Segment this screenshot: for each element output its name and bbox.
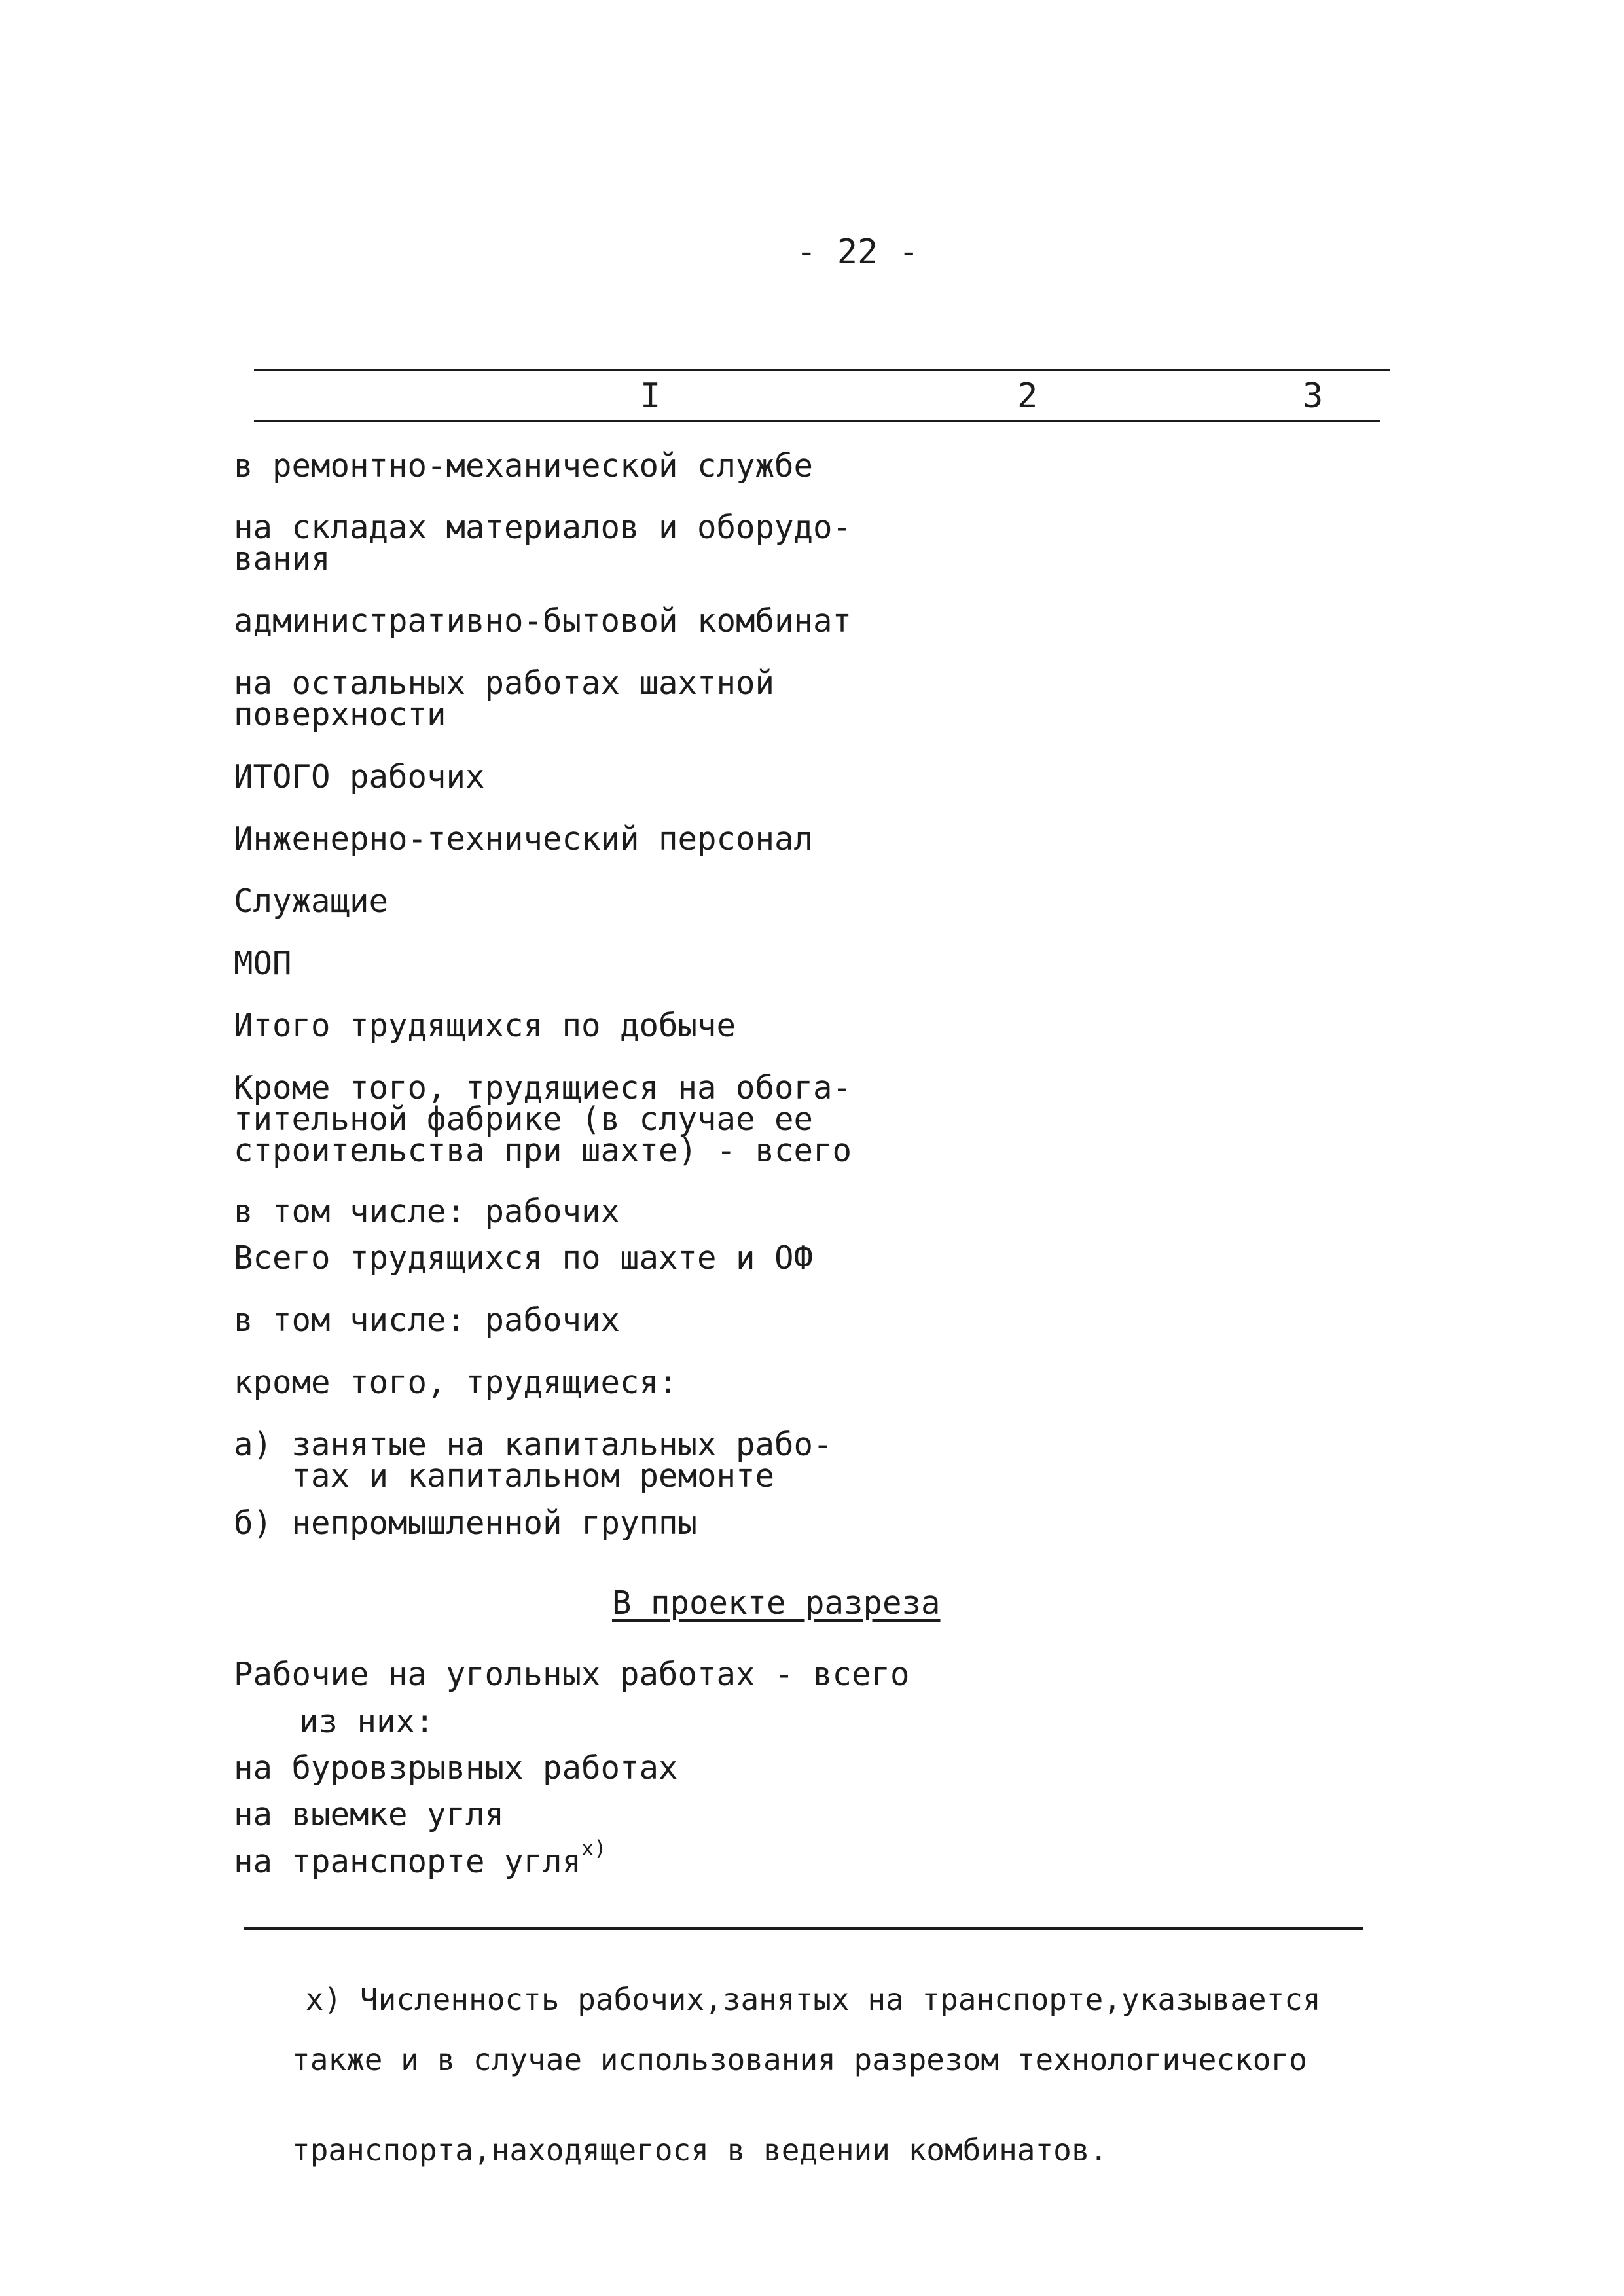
table-row: Кроме того, трудящиеся на обога- тительной фабрике (в случае ее строительства при шахте) - всего (234, 1069, 852, 1169)
table-row: Служащие (234, 883, 389, 920)
table-header-col3: 3 (1303, 376, 1324, 416)
table-row: в ремонтно-механической службе (234, 447, 814, 484)
footnote-separator (244, 1927, 1363, 1930)
section-heading: В проекте разреза (612, 1584, 941, 1622)
section-row: на буровзрывных работах (234, 1749, 678, 1787)
section-row: из них: (299, 1703, 435, 1740)
table-row: б) непромышленной группы (234, 1504, 698, 1542)
footnote-text-line: Численность рабочих,занятых на транспорте,указывается (359, 1982, 1321, 2017)
table-row: а) занятые на капитальных рабо- тах и капитальном ремонте (234, 1426, 833, 1495)
table-header-col1: I (640, 376, 661, 416)
page-number: - 22 - (796, 232, 919, 272)
table-row: на складах материалов и оборудо- вания (234, 509, 852, 577)
section-row: на транспорте угля$^{х)}$ (234, 1836, 607, 1880)
table-row: Инженерно-технический персонал (234, 820, 814, 858)
footnote-mark: х) (305, 1982, 342, 2017)
table-row: ИТОГО рабочих (234, 758, 485, 795)
table-row: Всего трудящихся по шахте и ОФ (234, 1239, 814, 1277)
section-row: Рабочие на угольных работах - всего (234, 1656, 910, 1693)
table-row: МОП (234, 945, 292, 982)
footnote-text-line: транспорта,находящегося в ведении комбинатов. (292, 2132, 1108, 2168)
footnote-text-line: также и в случае использования разрезом технологического (292, 2042, 1307, 2077)
section-row: на выемке угля (234, 1796, 505, 1833)
table-row: на остальных работах шахтной поверхности (234, 665, 775, 733)
table-top-rule (254, 369, 1390, 371)
table-header-rule (254, 420, 1380, 422)
footnote (233, 1954, 1321, 2225)
footnote-reference: х) (581, 1836, 607, 1861)
table-row: административно-бытовой комбинат (234, 602, 852, 640)
table-row: кроме того, трудящиеся: (234, 1364, 678, 1401)
table-row: в том числе: рабочих (234, 1302, 621, 1339)
table-header-col2: 2 (1017, 376, 1038, 416)
table-row: в том числе: рабочих (234, 1193, 621, 1230)
table-row: Итого трудящихся по добыче (234, 1007, 736, 1044)
